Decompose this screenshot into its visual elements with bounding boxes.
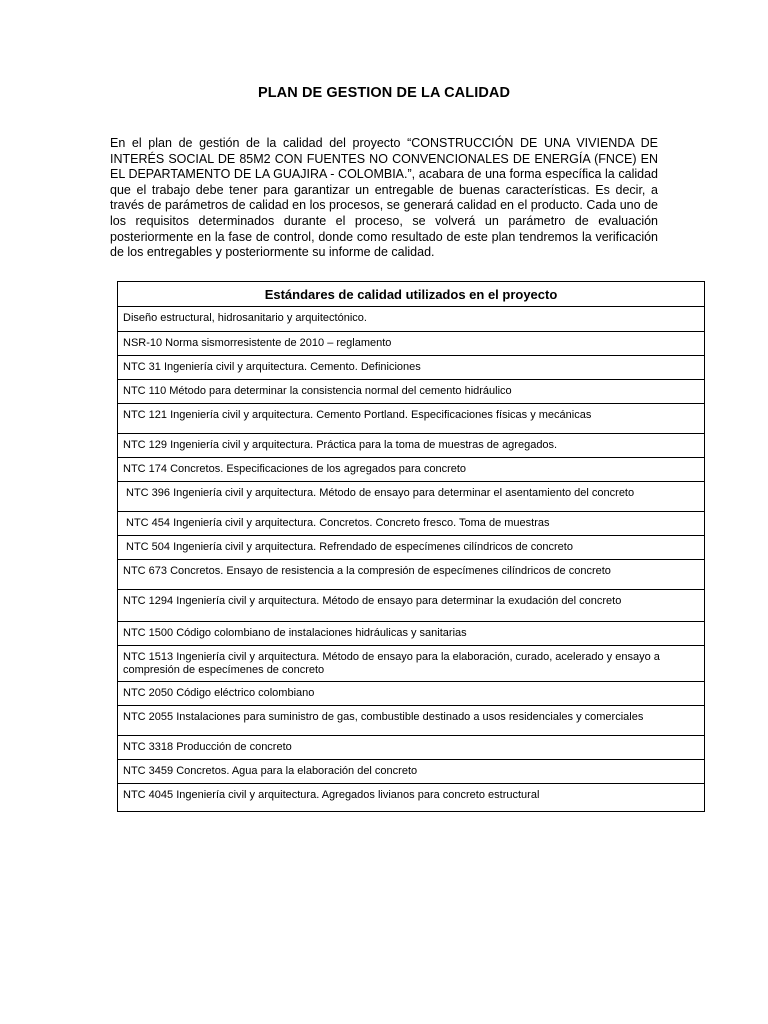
table-cell: NTC 129 Ingeniería civil y arquitectura. Práctica para la toma de muestras de agregados. xyxy=(118,434,705,458)
table-cell: NTC 396 Ingeniería civil y arquitectura. Método de ensayo para determinar el asentamiento del concreto xyxy=(118,482,705,512)
table-cell: NTC 121 Ingeniería civil y arquitectura. Cemento Portland. Especificaciones físicas y mecánicas xyxy=(118,404,705,434)
table-row xyxy=(118,458,705,482)
table-row xyxy=(118,560,705,590)
table-row xyxy=(118,404,705,434)
table-cell: NTC 31 Ingeniería civil y arquitectura. Cemento. Definiciones xyxy=(118,356,705,380)
table-row xyxy=(118,590,705,622)
table-header: Estándares de calidad utilizados en el proyecto xyxy=(118,282,705,307)
table-cell: NTC 1500 Código colombiano de instalaciones hidráulicas y sanitarias xyxy=(118,622,705,646)
table-row xyxy=(118,512,705,536)
table-cell: NTC 1294 Ingeniería civil y arquitectura. Método de ensayo para determinar la exudación del concreto xyxy=(118,590,705,622)
table-row xyxy=(118,682,705,706)
table-row xyxy=(118,784,705,812)
table-cell: NTC 3318 Producción de concreto xyxy=(118,736,705,760)
table-row xyxy=(118,482,705,512)
table-cell: NTC 2050 Código eléctrico colombiano xyxy=(118,682,705,706)
table-cell: NTC 110 Método para determinar la consistencia normal del cemento hidráulico xyxy=(118,380,705,404)
table-row xyxy=(118,646,705,682)
table-cell: NTC 673 Concretos. Ensayo de resistencia a la compresión de especímenes cilíndricos de concreto xyxy=(118,560,705,590)
table-cell: NTC 504 Ingeniería civil y arquitectura. Refrendado de especímenes cilíndricos de concreto xyxy=(118,536,705,560)
table-cell: NSR-10 Norma sismorresistente de 2010 – reglamento xyxy=(118,332,705,356)
standards-table xyxy=(117,281,705,812)
table-row xyxy=(118,332,705,356)
table-cell: NTC 174 Concretos. Especificaciones de los agregados para concreto xyxy=(118,458,705,482)
table-row xyxy=(118,307,705,332)
table-row xyxy=(118,622,705,646)
table-row xyxy=(118,434,705,458)
table-cell: NTC 4045 Ingeniería civil y arquitectura. Agregados livianos para concreto estructural xyxy=(118,784,705,812)
intro-paragraph: En el plan de gestión de la calidad del proyecto “CONSTRUCCIÓN DE UNA VIVIENDA DE INTERÉS SOCIAL DE 85M2 CON FUENTES NO CONVENCIONALES DE ENERGÍA (FNCE) EN EL DEPARTAMENTO DE LA GUAJIRA - COLOMBIA.”, acabara de una forma específica la calidad que el trabajo debe tener para garantizar un entregable de buenas características. Es decir, a través de parámetros de calidad en los procesos, se generará calidad en el producto. Cada uno de los requisitos determinados durante el proceso, se volverá un parámetro de evaluación posteriormente en la fase de control, donde como resultado de este plan tendremos la verificación de los entregables y posteriormente su informe de calidad. xyxy=(110,136,658,260)
table-row xyxy=(118,760,705,784)
table-cell: NTC 3459 Concretos. Agua para la elaboración del concreto xyxy=(118,760,705,784)
table-cell: NTC 1513 Ingeniería civil y arquitectura. Método de ensayo para la elaboración, curado, acelerado y ensayo a compresión de especímenes de concreto xyxy=(118,646,705,682)
table-row xyxy=(118,706,705,736)
table-row xyxy=(118,356,705,380)
table-row xyxy=(118,736,705,760)
table-cell: NTC 2055 Instalaciones para suministro de gas, combustible destinado a usos residenciales y comerciales xyxy=(118,706,705,736)
table-cell: NTC 454 Ingeniería civil y arquitectura. Concretos. Concreto fresco. Toma de muestras xyxy=(118,512,705,536)
table-cell: Diseño estructural, hidrosanitario y arquitectónico. xyxy=(118,307,705,332)
table-header-row xyxy=(118,282,705,307)
table-row xyxy=(118,380,705,404)
document-title: PLAN DE GESTION DE LA CALIDAD xyxy=(257,85,511,101)
table-row xyxy=(118,536,705,560)
